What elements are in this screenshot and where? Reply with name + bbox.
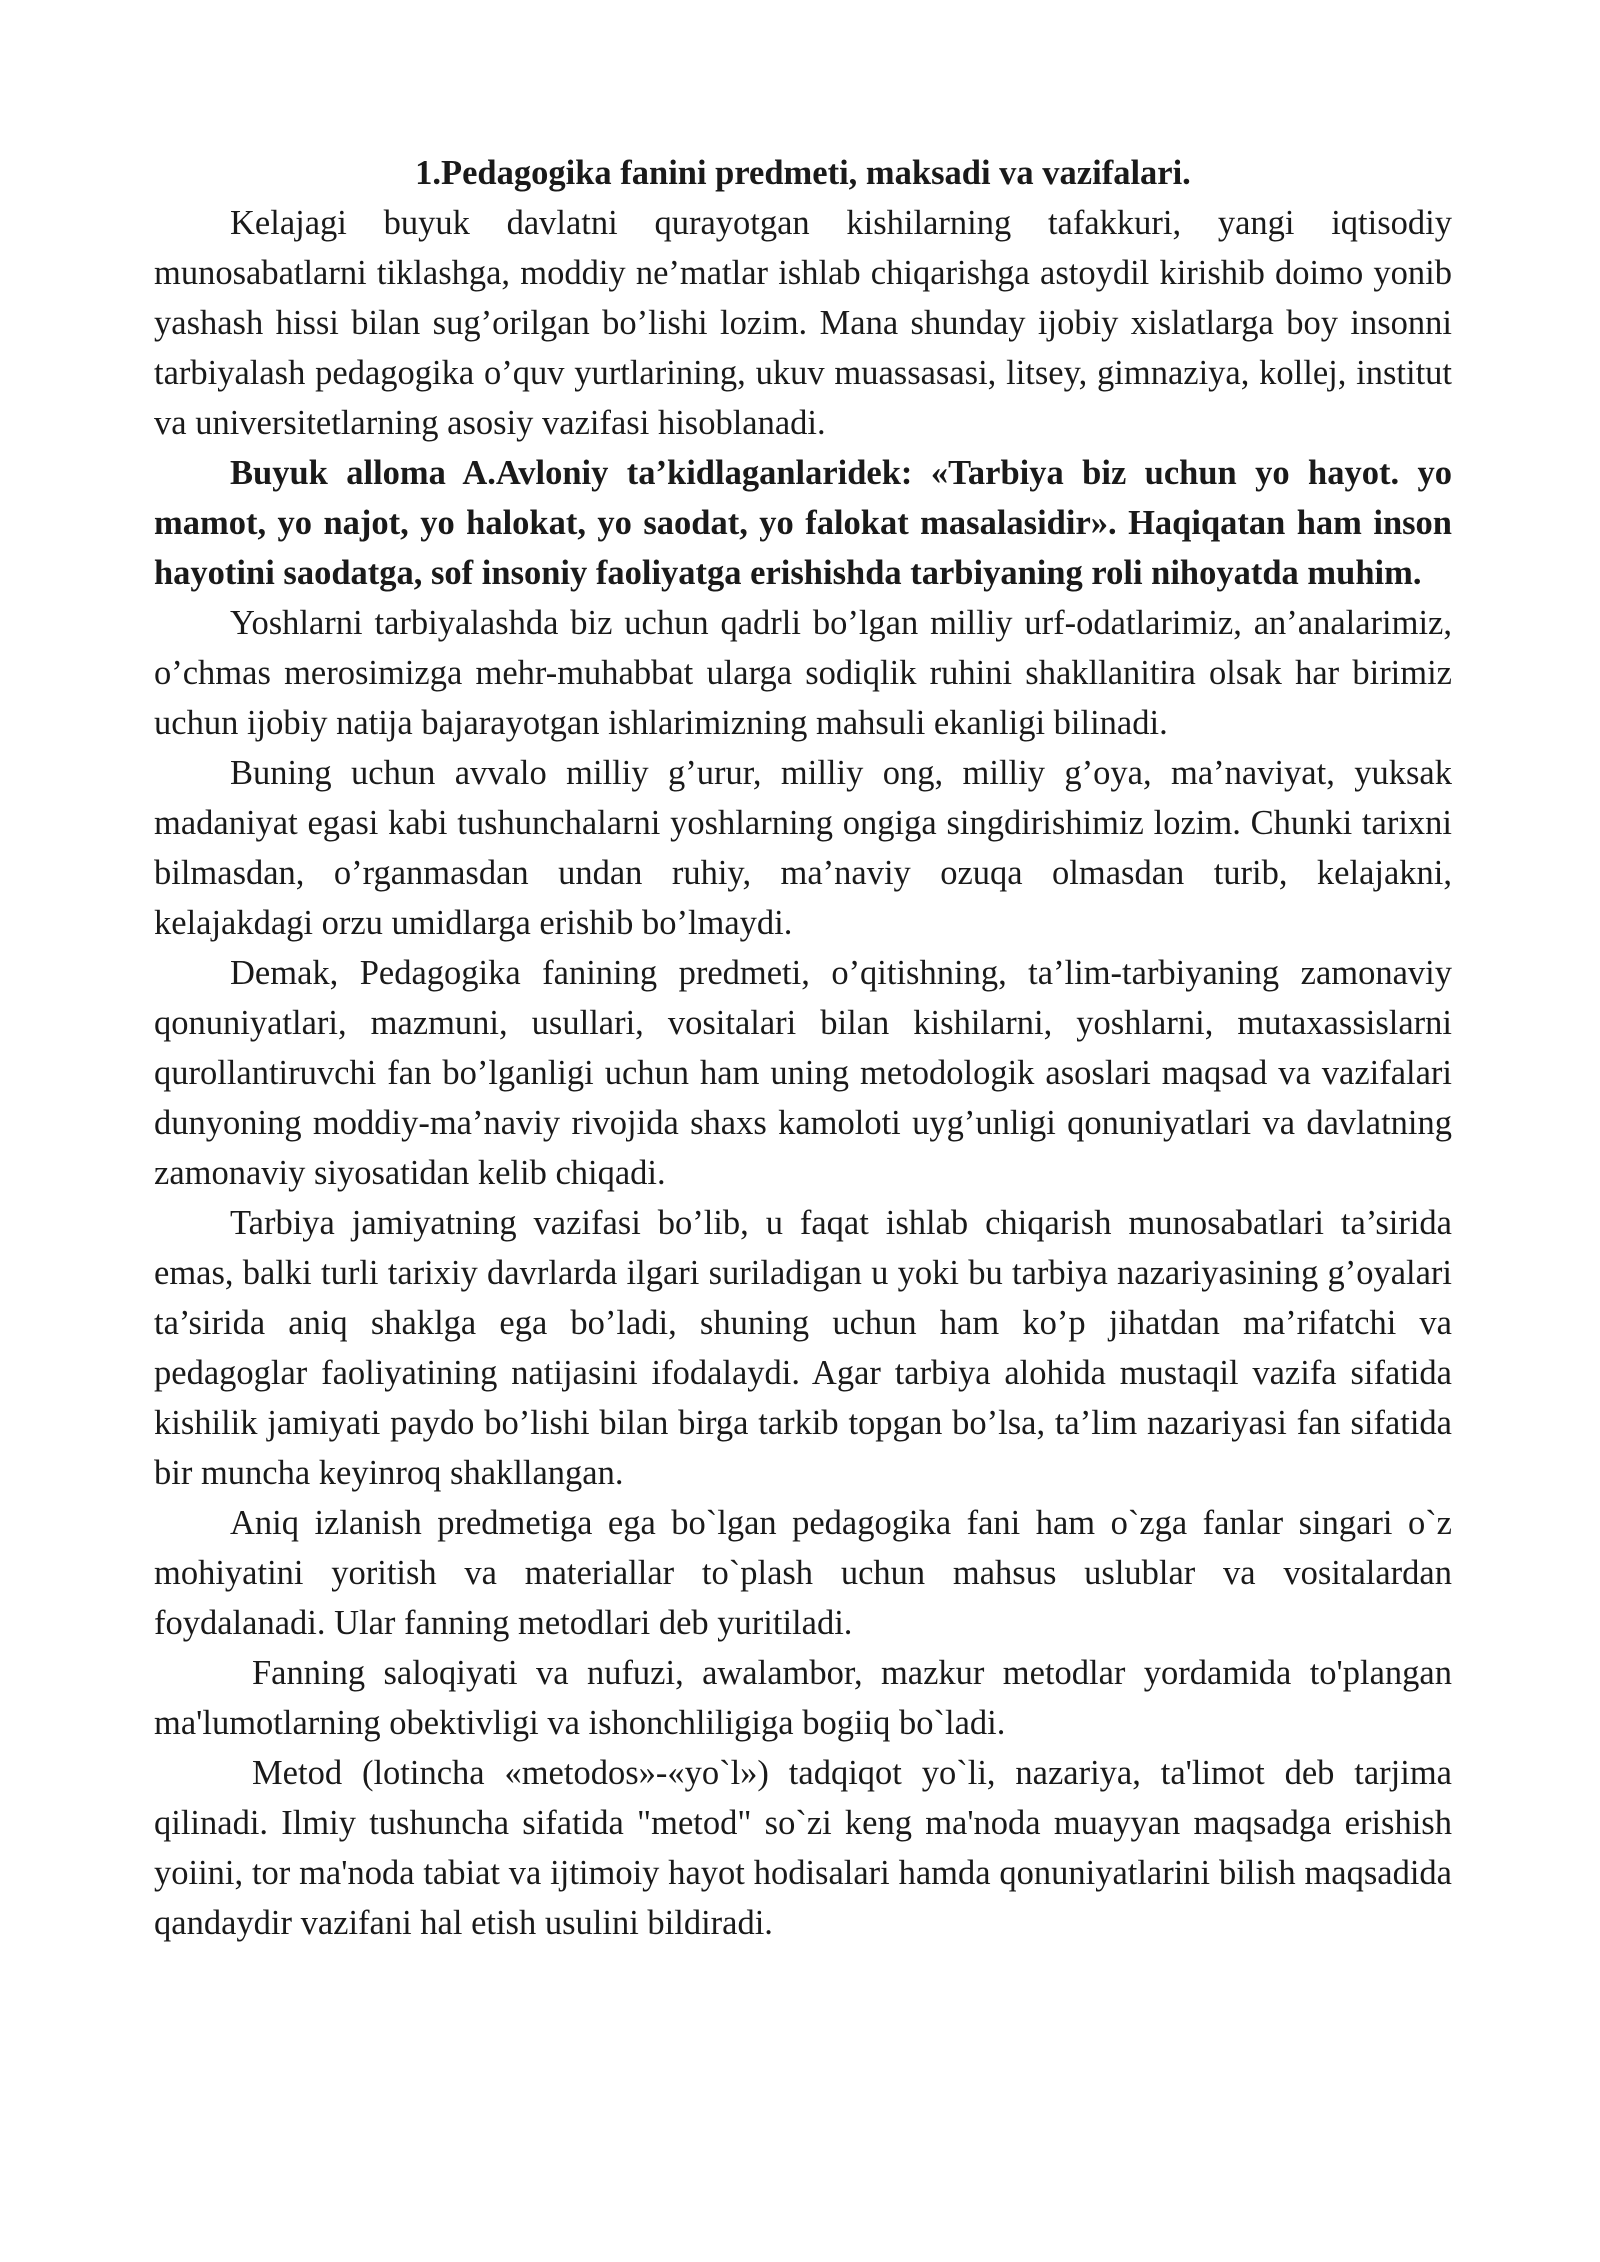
paragraph-1: Kelajagi buyuk davlatni qurayotgan kishilarning tafakkuri, yangi iqtisodiy munosabatlarni tiklashga, moddiy ne’matlar ishlab chiqarishga astoydil kirishib doimo yonib yashash hissi bilan sug’orilgan bo’lishi lozim. Mana shunday ijobiy xislatlarga boy insonni tarbiyalash pedagogika o’quv yurtlarining, ukuv muassasasi, litsey, gimnaziya, kollej, institut va universitetlarning asosiy vazifasi hisoblanadi. xyxy=(154,204,1452,442)
paragraph-3: Yoshlarni tarbiyalashda biz uchun qadrli bo’lgan milliy urf-odatlarimiz, an’analarimiz, o’chmas merosimizga mehr-muhabbat ularga sodiqlik ruhini shakllanitira olsak har birimiz uchun ijobiy natija bajarayotgan ishlarimizning mahsuli ekanligi bilinadi. xyxy=(154,604,1452,742)
paragraph-4: Buning uchun avvalo milliy g’urur, milliy ong, milliy g’oya, ma’naviyat, yuksak madaniyat egasi kabi tushunchalarni yoshlarning ongiga singdirishimiz lozim. Chunki tarixni bilmasdan, o’rganmasdan undan ruhiy, ma’naviy ozuqa olmasdan turib, kelajakni, kelajakdagi orzu umidlarga erishib bo’lmaydi. xyxy=(154,754,1452,942)
document-title: 1.Pedagogika fanini predmeti, maksadi va vazifalari. xyxy=(415,154,1191,192)
paragraph-9: Metod (lotincha «metodos»-«yo`l») tadqiqot yo`li, nazariya, ta'limot deb tarjima qilinadi. Ilmiy tushuncha sifatida "metod" so`zi keng ma'noda muayyan maqsadga erishish yoiini, tor ma'noda tabiat va ijtimoiy hayot hodisalari hamda qonuniyatlarini bilish maqsadida qandaydir vazifani hal etish usulini bildiradi. xyxy=(154,1754,1452,1942)
paragraph-7: Aniq izlanish predmetiga ega bo`lgan pedagogika fani ham o`zga fanlar singari o`z mohiyatini yoritish va materiallar to`plash uchun mahsus uslublar va vositalardan foydalanadi. Ular fanning metodlari deb yuritiladi. xyxy=(154,1504,1452,1642)
document-body xyxy=(154,148,1452,1948)
paragraph-6: Tarbiya jamiyatning vazifasi bo’lib, u faqat ishlab chiqarish munosabatlari ta’sirida emas, balki turli tarixiy davrlarda ilgari suriladigan u yoki bu tarbiya nazariyasining g’oyalari ta’sirida aniq shaklga ega bo’ladi, shuning uchun ham ko’p jihatdan ma’rifatchi va pedagoglar faoliyatining natijasini ifodalaydi. Agar tarbiya alohida mustaqil vazifa sifatida kishilik jamiyati paydo bo’lishi bilan birga tarkib topgan bo’lsa, ta’lim nazariyasi fan sifatida bir muncha keyinroq shakllangan. xyxy=(154,1204,1452,1492)
paragraph-2-quote: Buyuk alloma A.Avloniy ta’kidlaganlaridek: «Tarbiya biz uchun yo hayot. yo mamot, yo najot, yo halokat, yo saodat, yo falokat masalasidir». Haqiqatan ham inson hayotini saodatga, sof insoniy faoliyatga erishishda tarbiyaning roli nihoyatda muhim. xyxy=(154,454,1452,592)
paragraph-5: Demak, Pedagogika fanining predmeti, o’qitishning, ta’lim-tarbiyaning zamonaviy qonuniyatlari, mazmuni, usullari, vositalari bilan kishilarni, yoshlarni, mutaxassislarni qurollantiruvchi fan bo’lganligi uchun ham uning metodologik asoslari maqsad va vazifalari dunyoning moddiy-ma’naviy rivojida shaxs kamoloti uyg’unligi qonuniyatlari va davlatning zamonaviy siyosatidan kelib chiqadi. xyxy=(154,954,1452,1192)
paragraph-8: Fanning saloqiyati va nufuzi, awalambor, mazkur metodlar yordamida to'plangan ma'lumotlarning obektivligi va ishonchliligiga bogiiq bo`ladi. xyxy=(154,1654,1452,1742)
